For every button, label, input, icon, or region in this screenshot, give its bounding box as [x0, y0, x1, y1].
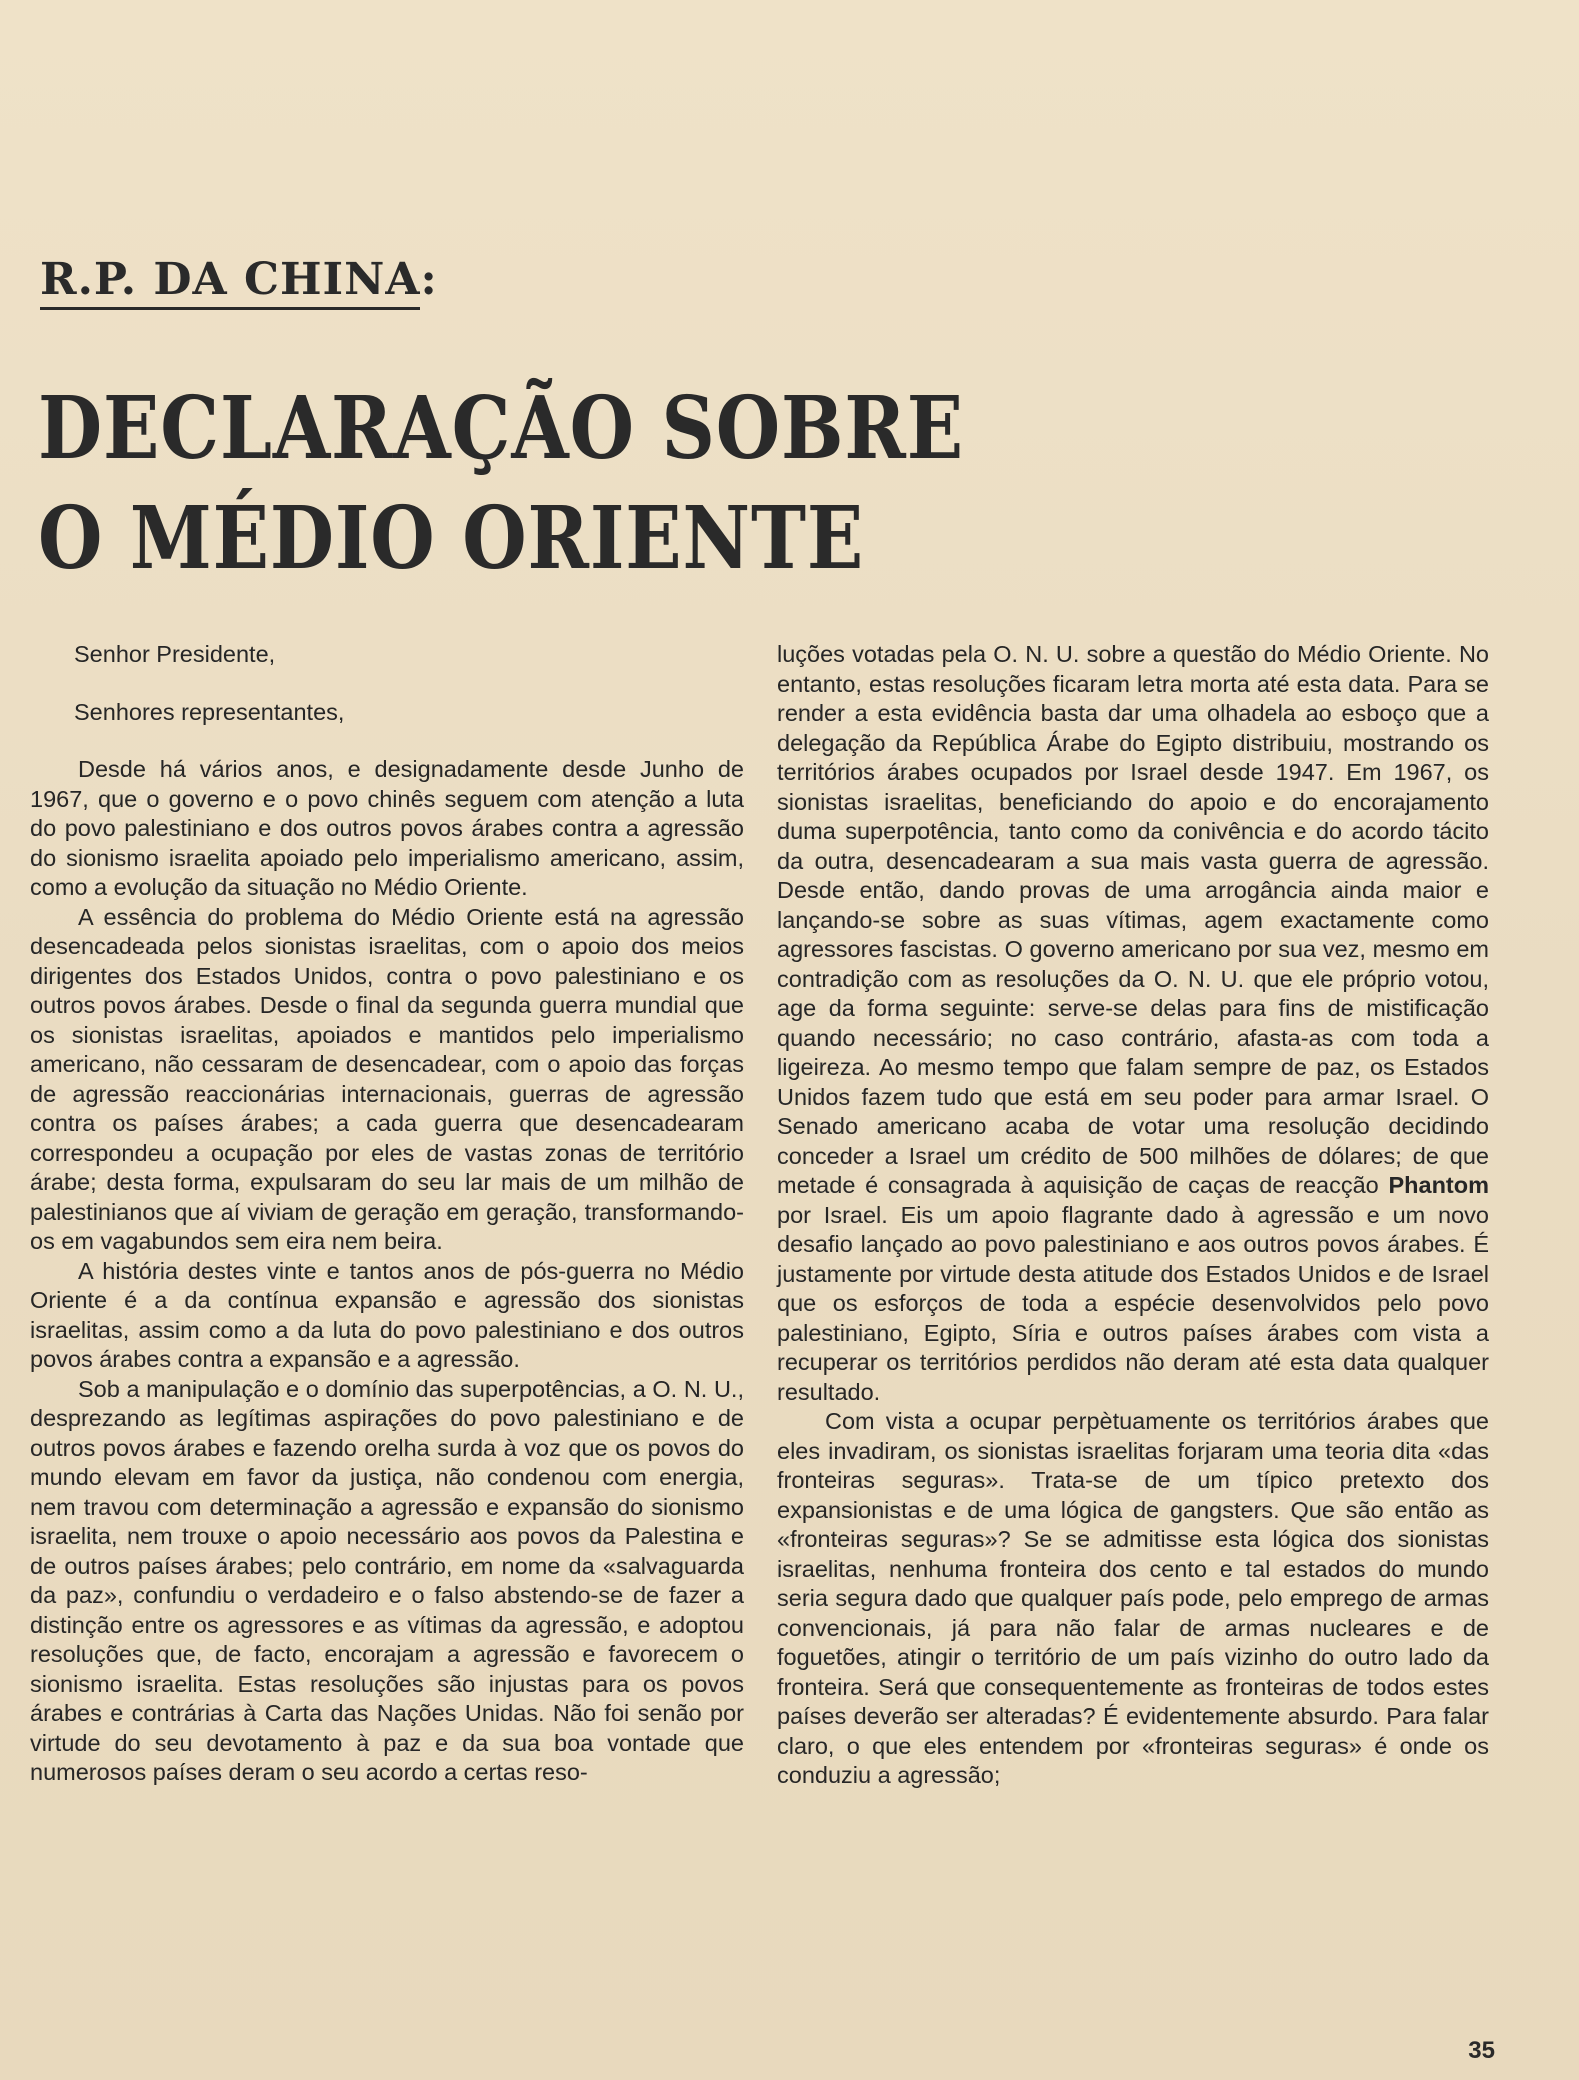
paragraph-2: A essência do problema do Médio Oriente está na agressão desencadeada pelos sionistas israelitas, com o apoio dos meios dirigentes dos Estados Unidos, contra o povo palestiniano e os outros povos árabes. Desde o final da segunda guerra mundial que os sionistas israelitas, apoiados e mantidos pelo imperialismo americano, não cessaram de desencadear, com o apoio das forças de agressão reaccionárias internacionais, guerras de agressão contra os países árabes; a cada guerra que desencadearam correspondeu a ocupação por eles de vastas zonas de território árabe; desta forma, expulsaram do seu lar mais de um milhão de palestinianos que aí viviam de geração em geração, transformando-os em vagabundos sem eira nem beira.	[30, 903, 744, 1254]
text-column-left	[30, 640, 744, 1788]
text-column-right	[777, 640, 1489, 1791]
paragraph-3: A história destes vinte e tantos anos de pós-guerra no Médio Oriente é a da contínua expansão e agressão dos sionistas israelitas, assim como a da luta do povo palestiniano e dos outros povos árabes contra a expansão e a agressão.	[30, 1257, 744, 1372]
page-number: 35	[1468, 2037, 1495, 2064]
article-title	[38, 374, 964, 594]
title-line-2: O MÉDIO ORIENTE	[38, 488, 865, 589]
paragraph-5: Com vista a ocupar perpètuamente os territórios árabes que eles invadiram, os sionistas israelitas forjaram uma teoria dita «das fronteiras seguras». Trata-se de um típico pretexto dos expansionistas e de uma lógica de gangsters. Que são então as «fronteiras seguras»? Se se admitisse esta lógica dos sionistas israelitas, nenhuma fronteira dos cento e tal estados do mundo seria segura dado que qualquer país pode, pelo emprego de armas convencionais, já para não falar de armas nucleares e de foguetões, atingir o território de um país vizinho do outro lado da fronteira. Será que consequentemente as fronteiras de todos estes países deverão ser alteradas? É evidentemente absurdo. Para falar claro, o que eles entendem por «fronteiras seguras» é onde os conduziu a agressão;	[777, 1408, 1489, 1788]
paragraph-4-part-2	[777, 640, 1489, 1407]
kicker-text: R.P. DA CHINA	[40, 254, 420, 310]
section-kicker	[40, 254, 438, 305]
paragraph-4-part-1	[30, 1375, 744, 1788]
salutation-president: Senhor Presidente,	[74, 641, 276, 667]
paragraph-4-end: por Israel. Eis um apoio flagrante dado à agressão e um novo desafio lançado ao povo palestiniano e aos outros povos árabes. É justamente por virtude desta atitude dos Estados Unidos e de Israel que os esforços de toda a espécie desenvolvidos pelo povo palestiniano, Egipto, Síria e outros países árabes com vista a recuperar os territórios perdidos não deram até esta data qualquer resultado.	[777, 1201, 1489, 1405]
title-line-1: DECLARAÇÃO SOBRE	[38, 378, 964, 479]
kicker-colon: :	[420, 254, 438, 305]
paragraph-4-right-text: luções votadas pela O. N. U. sobre a questão do Médio Oriente. No entanto, estas resoluções ficaram letra morta até esta data. Para se render a esta evidência basta dar uma olhadela ao esboço que a delegação da República Árabe do Egipto distribuiu, mostrando os territórios árabes ocupados por Israel desde 1947. Em 1967, os sionistas israelitas, beneficiando do apoio e do encorajamento duma superpotência, tanto como da conivência e do acordo tácito da outra, desencadearam a sua mais vasta guerra de agressão. Desde então, dando provas de uma arrogância ainda maior e lançando-se sobre as suas vítimas, agem exactamente como agressores fascistas. O governo americano por sua vez, mesmo em contradição com as resoluções da O. N. U. que ele próprio votou, age da forma seguinte: serve-se delas para fins de mistificação quando necessário; no caso contrário, afasta-as com toda a ligeireza. Ao mesmo tempo que falam sempre de paz, os Estados Unidos fazem tudo que está em seu poder para armar Israel. O Senado americano acaba de votar uma resolução decidindo conceder a Israel um crédito de 500 milhões de dólares; de que metade é consagrada à aquisição de caças de reacção	[777, 641, 1489, 1198]
paragraph-1: Desde há vários anos, e designadamente desde Junho de 1967, que o governo e o povo chinês seguem com atenção a luta do povo palestiniano e dos outros povos árabes contra a agressão do sionismo israelita apoiado pelo imperialismo americano, assim, como a evolução da situação no Médio Oriente.	[30, 756, 744, 900]
salutation-representatives: Senhores representantes,	[74, 698, 345, 725]
phantom-bold: Phantom	[1388, 1172, 1489, 1198]
paragraph-4-left-text: Sob a manipulação e o domínio das superpotências, a O. N. U., desprezando as legítimas aspirações do povo palestiniano e de outros povos árabes e fazendo orelha surda à voz que os povos do mundo elevam em favor da justiça, não condenou com energia, nem travou com determinação a agressão e expansão do sionismo israelita, nem trouxe o apoio necessário aos povos da Palestina e de outros países árabes; pelo contrário, em nome da «salvaguarda da paz», confundiu o verdadeiro e o falso abstendo-se de fazer a distinção entre os agressores e as vítimas da agressão, e adoptou resoluções que, de facto, encorajam a agressão e favorecem o sionismo israelita. Estas resoluções são injustas para os povos árabes e contrárias à Carta das Nações Unidas. Não foi senão por virtude do seu devotamento à paz e da sua boa vontade que numerosos países deram o seu acordo a certas reso-	[30, 1375, 744, 1785]
